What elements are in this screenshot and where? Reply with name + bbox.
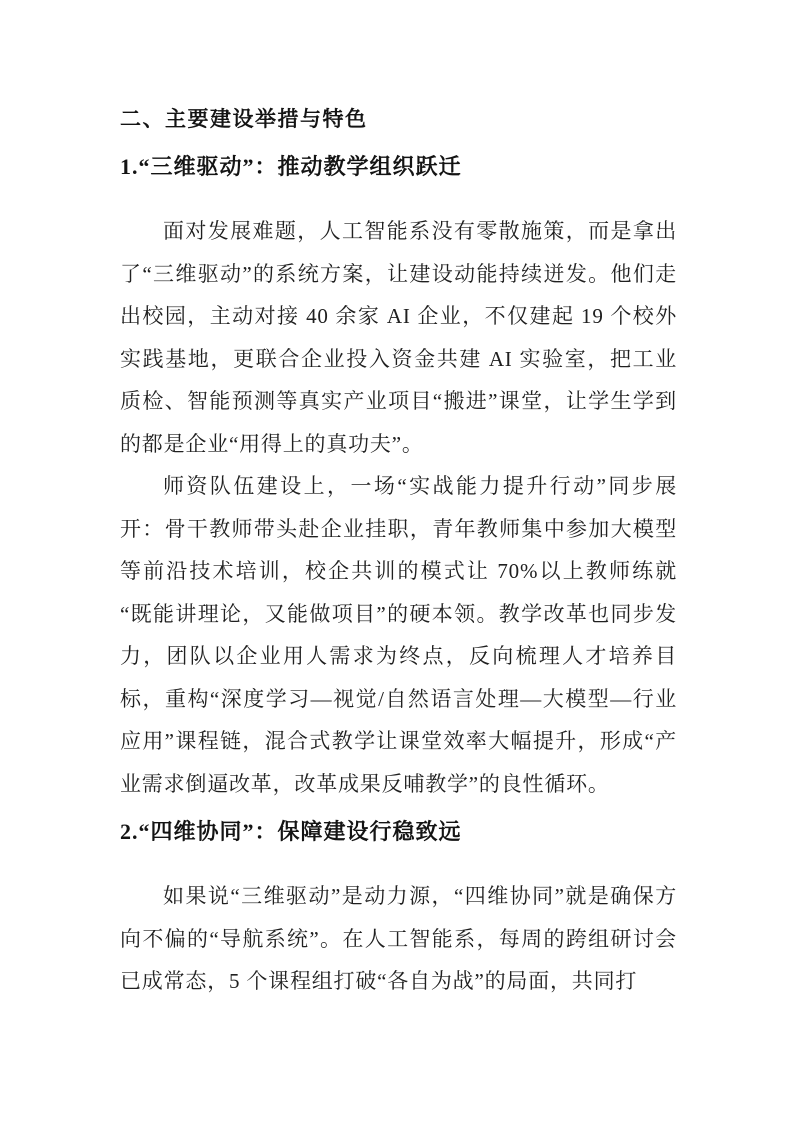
subsection-1-heading: 1.“三维驱动”：推动教学组织跃迁: [120, 154, 462, 179]
body-paragraph: 师资队伍建设上，一场“实战能力提升行动”同步展开：骨干教师带头赴企业挂职，青年教师集中参加大模型等前沿技术培训，校企共训的模式让 70%以上教师练就“既能讲理论，又能做项目”的硬本领。教学改革也同步发力，团队以企业用人需求为终点，反向梳理人才培养目标，重构“深度学习—视觉/自然语言处理—大模型—行业应用”课程链，混合式教学让课堂效率大幅提升，形成“产业需求倒逼改革，改革成果反哺教学”的良性循环。: [120, 474, 677, 796]
section-heading: 二、主要建设举措与特色: [120, 107, 368, 131]
body-paragraph: 如果说“三维驱动”是动力源，“四维协同”就是确保方向不偏的“导航系统”。在人工智能系，每周的跨组研讨会已成常态，5 个课程组打破“各自为战”的局面，共同打: [120, 884, 677, 993]
body-paragraph: 面对发展难题，人工智能系没有零散施策，而是拿出了“三维驱动”的系统方案，让建设动能持续迸发。他们走出校园，主动对接 40 余家 AI 企业，不仅建起 19 个校外实践基地，更联合企业投入资金共建 AI 实验室，把工业质检、智能预测等真实产业项目“搬进”课堂，让学生学到的都是企业“用得上的真功夫”。: [120, 219, 677, 456]
subsection-2-heading: 2.“四维协同”：保障建设行稳致远: [120, 819, 462, 844]
document-content: [120, 104, 677, 1003]
